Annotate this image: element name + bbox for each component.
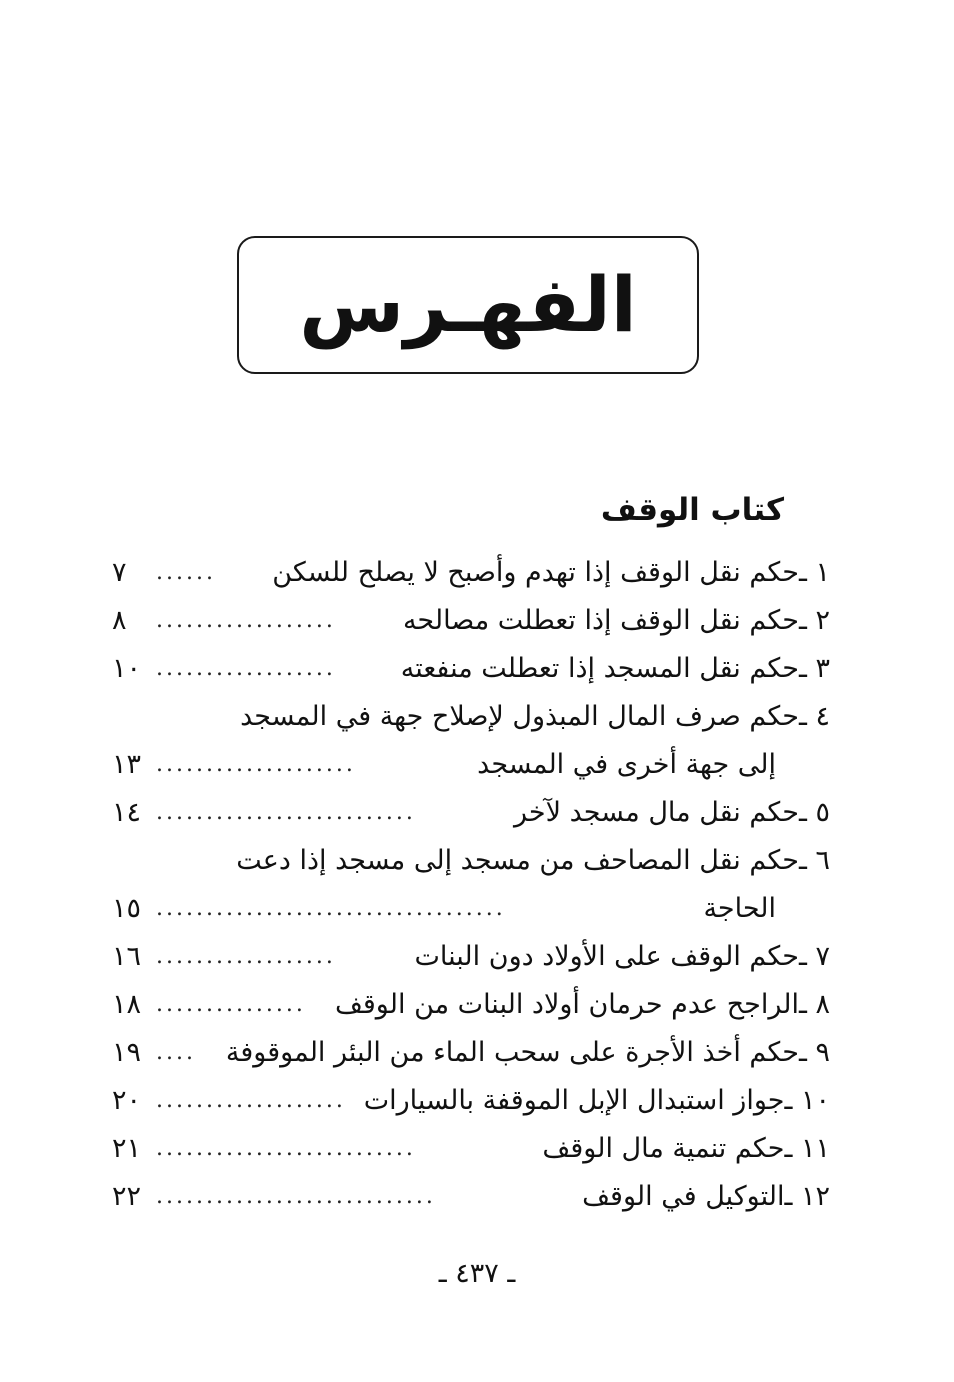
leader-dots: .................... [156,751,356,777]
entry-number: ٣ ـ [798,652,830,684]
toc-entry [112,932,830,980]
leader-dots: .... [156,1039,196,1065]
toc-entry [112,1076,830,1124]
title-frame [237,236,699,374]
entry-number: ٨ ـ [798,988,830,1020]
entry-title: جواز استبدال الإبل الموقفة بالسيارات [363,1084,785,1116]
entry-title: حكم صرف المال المبذول لإصلاح جهة في المسجد [240,700,799,732]
toc-entry [112,548,830,596]
entry-title: الراجح عدم حرمان أولاد البنات من الوقف [334,988,799,1020]
toc-entry [112,980,830,1028]
leader-dots: ............................ [156,1183,436,1209]
entry-page: ١٥ [112,892,142,924]
entry-number: ٦ ـ [798,844,830,876]
entry-page: ١٦ [112,940,142,972]
leader-dots: .......................... [156,799,416,825]
entry-title: حكم نقل المصاحف من مسجد إلى مسجد إذا دعت [236,844,799,876]
leader-dots: ............... [156,991,306,1017]
entry-number: ٩ ـ [798,1036,830,1068]
entry-title: حكم نقل الوقف إذا تعطلت مصالحه [402,604,799,636]
entry-page: ٢٠ [112,1084,142,1116]
entry-number: ١٢ ـ [784,1180,830,1212]
toc-entry [112,788,830,836]
entry-number: ٢ ـ [798,604,830,636]
toc-entry [112,596,830,644]
leader-dots: ................... [156,1087,346,1113]
entry-page: ١٩ [112,1036,142,1068]
entry-number: ٧ ـ [798,940,830,972]
toc-entry [112,836,830,884]
leader-dots: ................................... [156,895,506,921]
entry-title: حكم الوقف على الأولاد دون البنات [414,940,799,972]
entry-page: ١٣ [112,748,142,780]
entry-title: الحاجة [703,892,776,924]
entry-page: ٧ [112,556,127,588]
entry-number: ١ ـ [798,556,830,588]
page-title: الفهـرس [299,260,637,349]
entry-page: ١٨ [112,988,142,1020]
toc-entry [112,692,830,740]
entry-title: التوكيل في الوقف [582,1180,785,1212]
leader-dots: .................. [156,655,336,681]
entry-title: حكم أخذ الأجرة على سحب الماء من البئر الموقوفة [225,1036,799,1068]
toc-entry [112,740,830,788]
toc-entry [112,644,830,692]
section-heading: كتاب الوقف [600,492,784,528]
entry-number: ٤ ـ [798,700,830,732]
entry-number: ١١ ـ [784,1132,830,1164]
leader-dots: ...... [156,559,216,585]
entry-page: ٢١ [112,1132,142,1164]
leader-dots: .................. [156,607,336,633]
entry-page: ١٤ [112,796,142,828]
toc-entry [112,1028,830,1076]
entry-page: ٨ [112,604,127,636]
entry-page: ٢٢ [112,1180,142,1212]
leader-dots: .................. [156,943,336,969]
entry-number: ١٠ ـ [784,1084,830,1116]
entry-title: حكم نقل مال مسجد لآخر [514,796,799,828]
toc-entry [112,1172,830,1220]
table-of-contents [112,548,830,1220]
entry-page: ١٠ [112,652,142,684]
toc-entry [112,884,830,932]
entry-title: إلى جهة أخرى في المسجد [477,748,776,780]
page-number: ـ ٤٣٧ ـ [438,1258,516,1289]
leader-dots: .......................... [156,1135,416,1161]
entry-title: حكم نقل الوقف إذا تهدم وأصبح لا يصلح للسكن [272,556,799,588]
entry-number: ٥ ـ [798,796,830,828]
entry-title: حكم نقل المسجد إذا تعطلت منفعته [400,652,799,684]
toc-entry [112,1124,830,1172]
entry-title: حكم تنمية مال الوقف [542,1132,785,1164]
